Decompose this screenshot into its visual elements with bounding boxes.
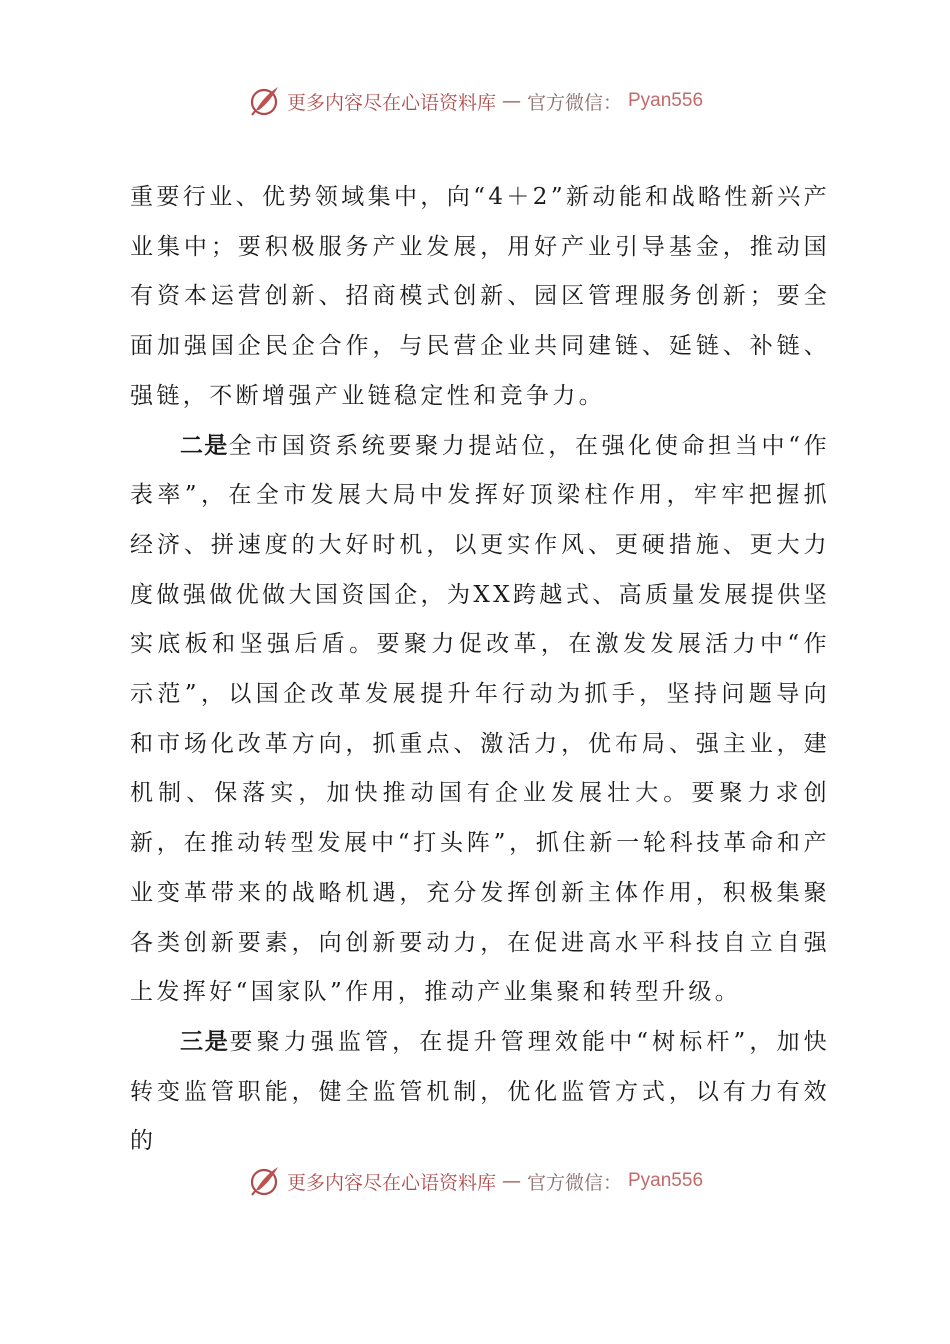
paragraph-2-lead: 二是 — [180, 432, 229, 459]
quill-logo-icon — [247, 1164, 281, 1198]
header-dash: — — [501, 90, 521, 112]
footer-wechat-label: 官方微信： — [526, 1171, 622, 1194]
header-banner — [0, 84, 950, 118]
paragraph-3 — [130, 1018, 830, 1167]
quill-logo-icon — [247, 84, 281, 118]
document-body — [130, 173, 830, 1167]
header-wechat-label: 官方微信： — [526, 91, 622, 114]
paragraph-3-text: 要聚力强监管，在提升管理效能中“树标杆”，加快转变监管职能，健全监管机制，优化监管方式，以有力有效的 — [130, 1028, 831, 1155]
header-brand-text: 更多内容尽在心语资料库 — [286, 91, 496, 114]
paragraph-2-text: 全市国资系统要聚力提站位，在强化使命担当中“作表率”，在全市发展大局中发挥好顶梁柱作用，牢牢把握抓经济、拼速度的大好时机，以更实作风、更硬措施、更大力度做强做优做大国资国企，为XX跨越式、高质量发展提供坚实底板和坚强后盾。要聚力促改革，在激发发展活力中“作示范”，以国企改革发展提升年行动为抓手，坚持问题导向和市场化改革方向，抓重点、激活力，优布局、强主业，建机制、保落实，加快推动国有企业发展壮大。要聚力求创新，在推动转型发展中“打头阵”，抓住新一轮科技革命和产业变革带来的战略机遇，充分发挥创新主体作用，积极集聚各类创新要素，向创新要动力，在促进高水平科技自立自强上发挥好“国家队”作用，推动产业集聚和转型升级。 — [130, 432, 831, 1006]
footer-dash: — — [501, 1170, 521, 1192]
footer-wechat-id: Pyan556 — [628, 1170, 704, 1191]
footer-brand-text: 更多内容尽在心语资料库 — [286, 1171, 496, 1194]
footer-banner — [0, 1164, 950, 1198]
header-wechat-id: Pyan556 — [628, 90, 704, 111]
paragraph-1: 重要行业、优势领域集中，向“4＋2”新动能和战略性新兴产业集中；要积极服务产业发展，用好产业引导基金，推动国有资本运营创新、招商模式创新、园区管理服务创新；要全面加强国企民企合作，与民营企业共同建链、延链、补链、强链，不断增强产业链稳定性和竞争力。 — [130, 184, 830, 409]
paragraph-2 — [130, 422, 830, 1018]
paragraph-3-lead: 三是 — [180, 1028, 230, 1055]
